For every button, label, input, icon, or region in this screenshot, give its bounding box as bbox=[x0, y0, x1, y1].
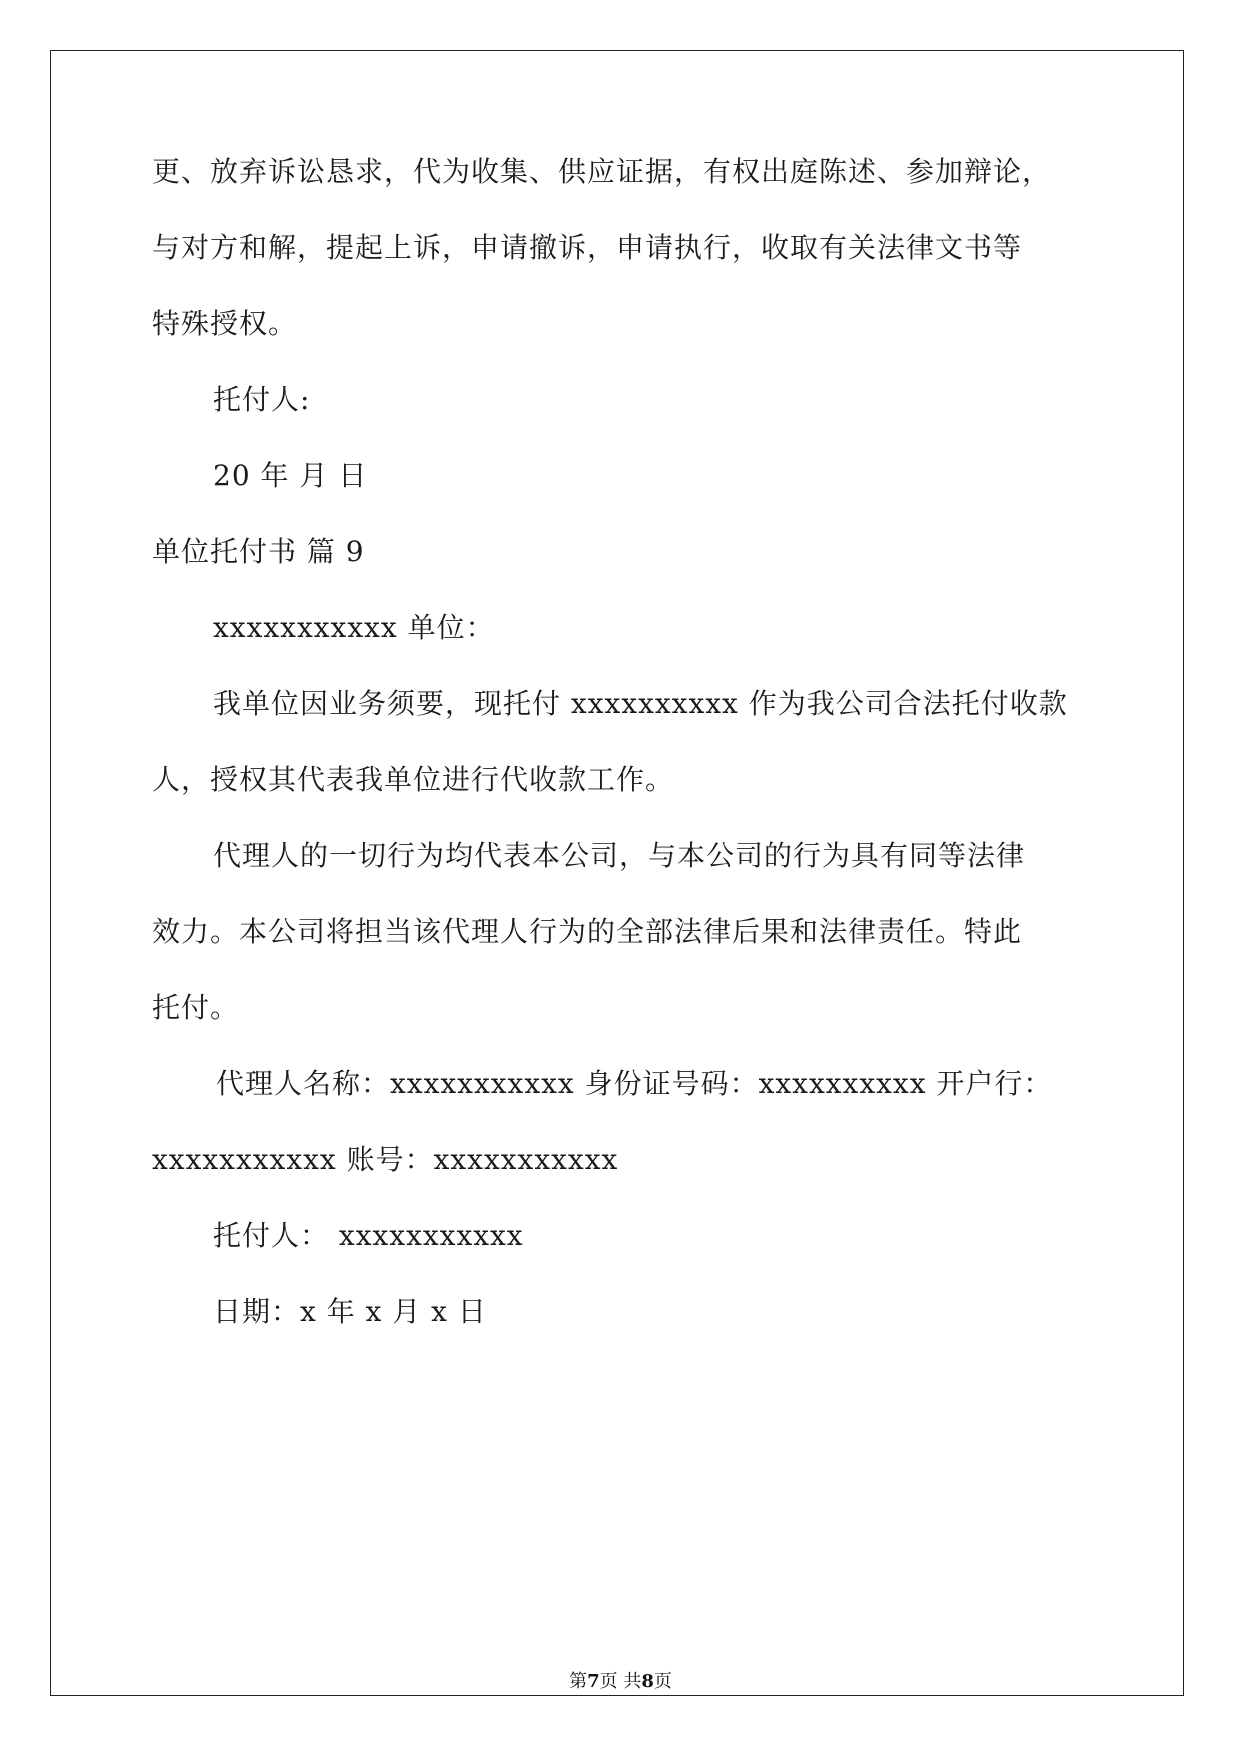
footer-prefix: 第 bbox=[569, 1671, 588, 1692]
signer-label: 托付人: bbox=[213, 383, 311, 416]
section-heading: 单位托付书 篇 9 bbox=[152, 535, 365, 568]
date-footer-line: 日期：x 年 x 月 x 日 bbox=[213, 1295, 487, 1328]
body-line-12: 托付。 bbox=[152, 991, 240, 1024]
footer-mid: 页 共 bbox=[599, 1671, 642, 1692]
footer-current-page: 7 bbox=[587, 1671, 600, 1692]
agent-info-line: 代理人名称：xxxxxxxxxxx 身份证号码：xxxxxxxxxx 开户行： bbox=[216, 1067, 1053, 1100]
account-line: xxxxxxxxxxx 账号：xxxxxxxxxxx bbox=[152, 1143, 619, 1176]
body-line-3: 特殊授权。 bbox=[152, 307, 298, 340]
signer-line: 托付人： xxxxxxxxxxx bbox=[213, 1219, 524, 1252]
body-line-9: 人，授权其代表我单位进行代收款工作。 bbox=[152, 763, 675, 796]
addressee-line: xxxxxxxxxxx 单位： bbox=[213, 611, 495, 644]
body-line-8: 我单位因业务须要，现托付 xxxxxxxxxx 作为我公司合法托付收款 bbox=[213, 687, 1068, 720]
body-line-10: 代理人的一切行为均代表本公司，与本公司的行为具有同等法律 bbox=[213, 839, 1026, 872]
page-footer bbox=[0, 1670, 1241, 1694]
footer-suffix: 页 bbox=[653, 1671, 672, 1692]
body-line-1: 更、放弃诉讼恳求，代为收集、供应证据，有权出庭陈述、参加辩论， bbox=[152, 155, 1052, 188]
body-line-2: 与对方和解，提起上诉，申请撤诉，申请执行，收取有关法律文书等 bbox=[152, 231, 1023, 264]
body-line-11: 效力。本公司将担当该代理人行为的全部法律后果和法律责任。特此 bbox=[152, 915, 1023, 948]
date-line: 20 年 月 日 bbox=[213, 459, 368, 492]
footer-total-pages: 8 bbox=[641, 1671, 654, 1692]
